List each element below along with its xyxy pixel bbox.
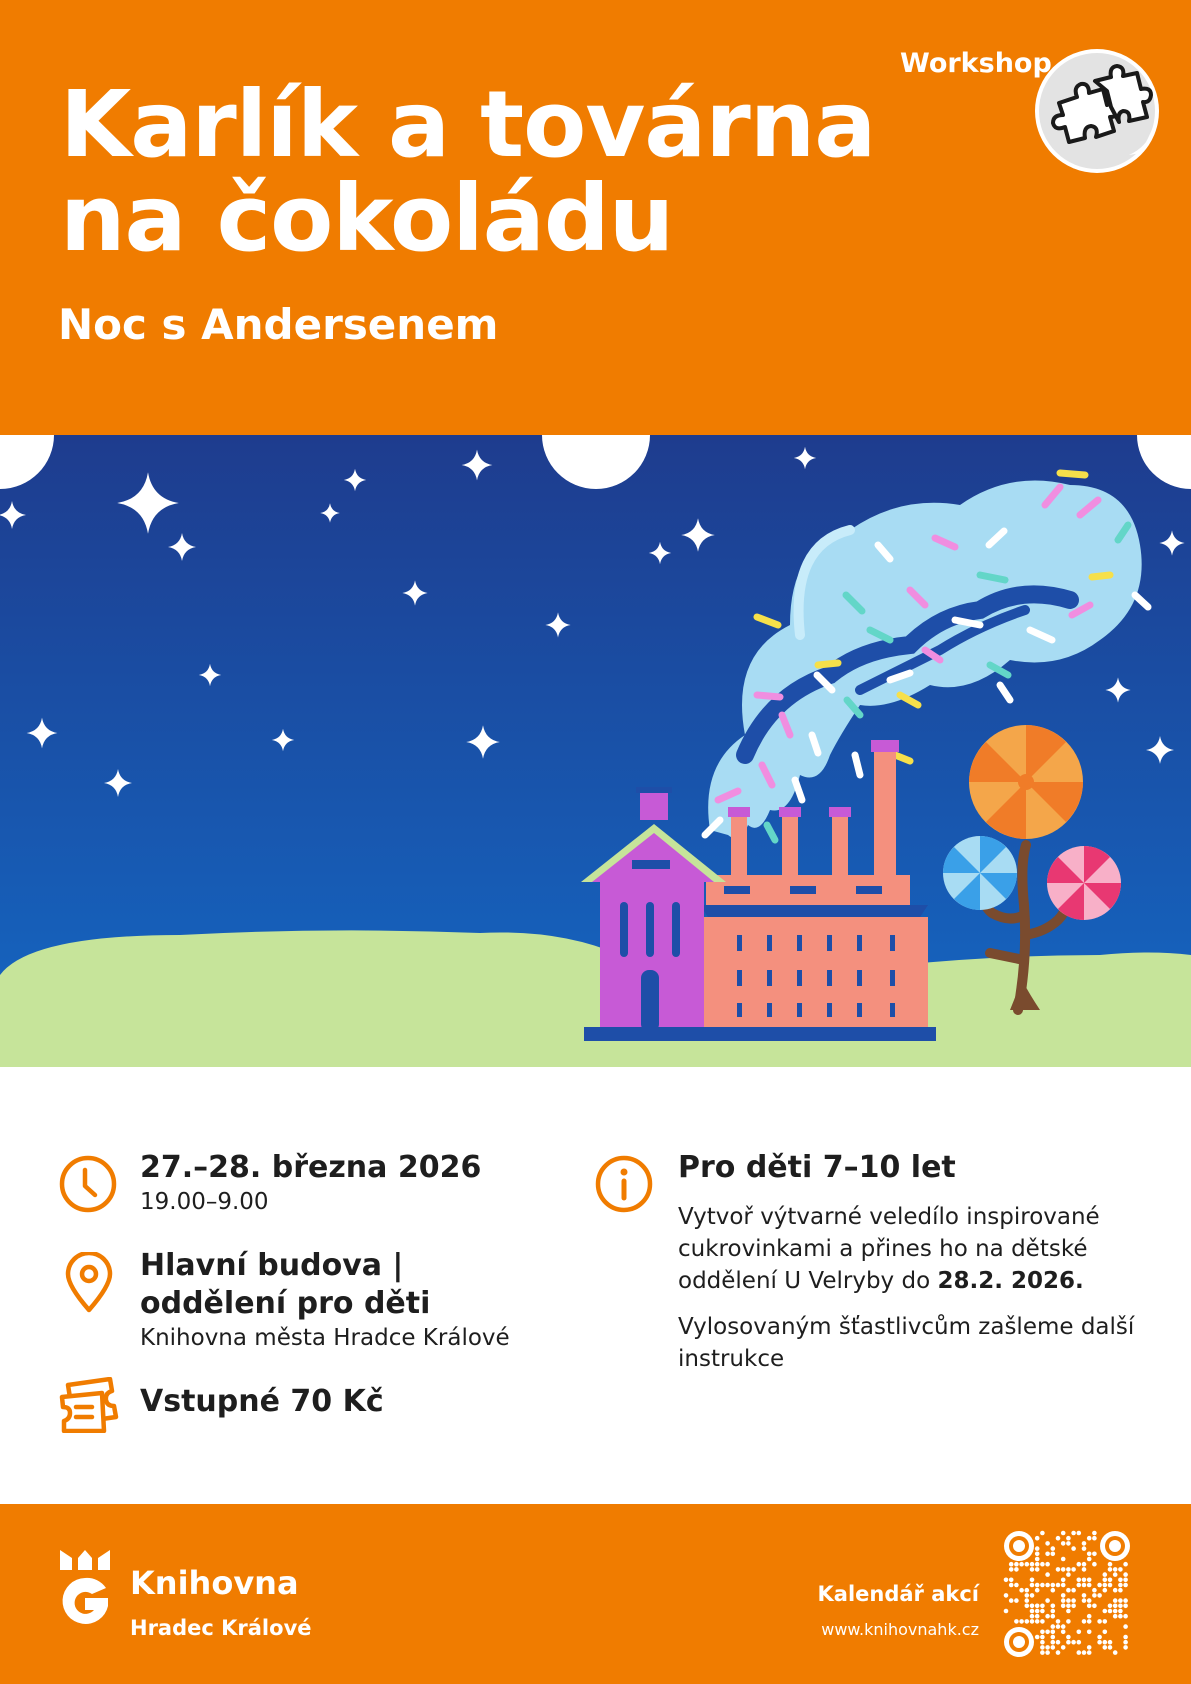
calendar-title: Kalendář akcí <box>817 1582 979 1606</box>
clock-icon <box>59 1155 117 1213</box>
location-sub: Knihovna města Hradce Králové <box>140 1325 510 1351</box>
library-name: Knihovna <box>130 1564 299 1602</box>
lollipop-blue <box>943 836 1017 910</box>
library-city: Hradec Králové <box>130 1616 312 1640</box>
factory-illustration <box>0 435 1191 1067</box>
event-time: 19.00–9.00 <box>140 1189 269 1215</box>
info-icon <box>595 1155 653 1213</box>
location-line-2: oddělení pro děti <box>140 1286 431 1321</box>
event-subtitle: Noc s Andersenem <box>58 300 499 349</box>
ticket-icon <box>58 1377 120 1433</box>
event-date: 27.–28. března 2026 <box>140 1150 482 1185</box>
entry-price: Vstupné 70 Kč <box>140 1384 384 1419</box>
title-line-1: Karlík a továrna <box>60 71 876 178</box>
lollipop-orange <box>969 725 1083 839</box>
description-2: Vylosovaným šťastlivcům zašleme další instrukce <box>678 1314 1135 1372</box>
event-info <box>0 1067 1191 1504</box>
location-pin-icon <box>64 1252 114 1314</box>
location-line-1: Hlavní budova | <box>140 1248 404 1283</box>
qr-code-icon[interactable] <box>1003 1530 1131 1658</box>
title-line-2: na čokoládu <box>60 165 674 272</box>
description-1 <box>678 1201 1148 1297</box>
header-banner <box>0 0 1191 435</box>
puzzle-icon <box>1033 47 1161 175</box>
library-logo-icon <box>58 1548 112 1638</box>
calendar-url[interactable]: www.knihovnahk.cz <box>821 1620 979 1639</box>
event-title <box>60 71 876 272</box>
description-1-text: Vytvoř výtvarné veledílo inspirované cukrovinkami a přines ho na dětské oddělení U Velryby do <box>678 1204 1100 1294</box>
lollipop-pink <box>1047 846 1121 920</box>
audience: Pro děti 7–10 let <box>678 1150 956 1185</box>
footer <box>0 1504 1191 1684</box>
deadline-date: 28.2. 2026. <box>937 1268 1084 1294</box>
workshop-label: Workshop <box>900 48 1052 79</box>
